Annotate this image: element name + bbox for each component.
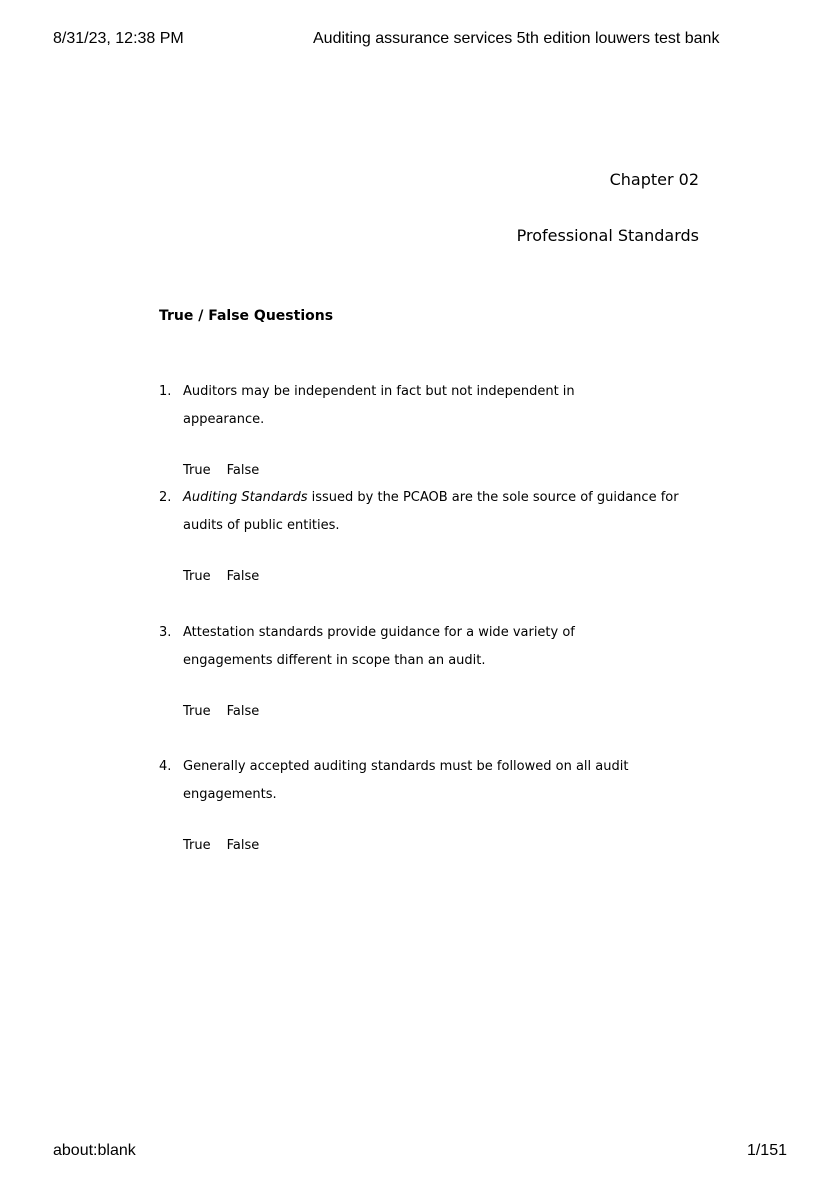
answer-false: False xyxy=(226,838,260,853)
chapter-title: Professional Standards xyxy=(516,226,699,245)
answer-options xyxy=(183,462,659,480)
page-number: 1/151 xyxy=(746,1142,787,1159)
question-text: Generally accepted auditing standards must be followed on all audit engagements. xyxy=(183,759,629,802)
section-heading: True / False Questions xyxy=(159,308,334,324)
print-url: about:blank xyxy=(53,1142,136,1159)
question-text-rest: issued by the PCAOB are the sole source of guidance for audits of public entities. xyxy=(183,490,679,533)
question-item xyxy=(159,619,659,721)
question-item xyxy=(159,378,659,480)
question-item xyxy=(159,484,704,586)
question-text-italic: Auditing Standards xyxy=(183,490,308,505)
question-text: Auditors may be independent in fact but not independent in appearance. xyxy=(183,384,575,427)
print-document-title: Auditing assurance services 5th edition louwers test bank xyxy=(313,30,720,47)
answer-true: True xyxy=(183,463,211,478)
question-number: 4. xyxy=(159,759,172,774)
question-number: 2. xyxy=(159,490,172,505)
answer-options xyxy=(183,837,629,855)
question-number: 1. xyxy=(159,384,172,399)
question-text: Attestation standards provide guidance for a wide variety of engagements different in scope than an audit. xyxy=(183,625,575,668)
answer-true: True xyxy=(183,569,211,584)
question-number: 3. xyxy=(159,625,172,640)
answer-false: False xyxy=(226,569,260,584)
answer-options xyxy=(183,568,704,586)
answer-options xyxy=(183,703,659,721)
print-datetime: 8/31/23, 12:38 PM xyxy=(53,30,184,47)
answer-true: True xyxy=(183,704,211,719)
chapter-number: Chapter 02 xyxy=(609,170,699,189)
answer-false: False xyxy=(226,463,260,478)
question-text xyxy=(183,484,704,540)
answer-true: True xyxy=(183,838,211,853)
answer-false: False xyxy=(226,704,260,719)
question-item xyxy=(159,753,629,855)
